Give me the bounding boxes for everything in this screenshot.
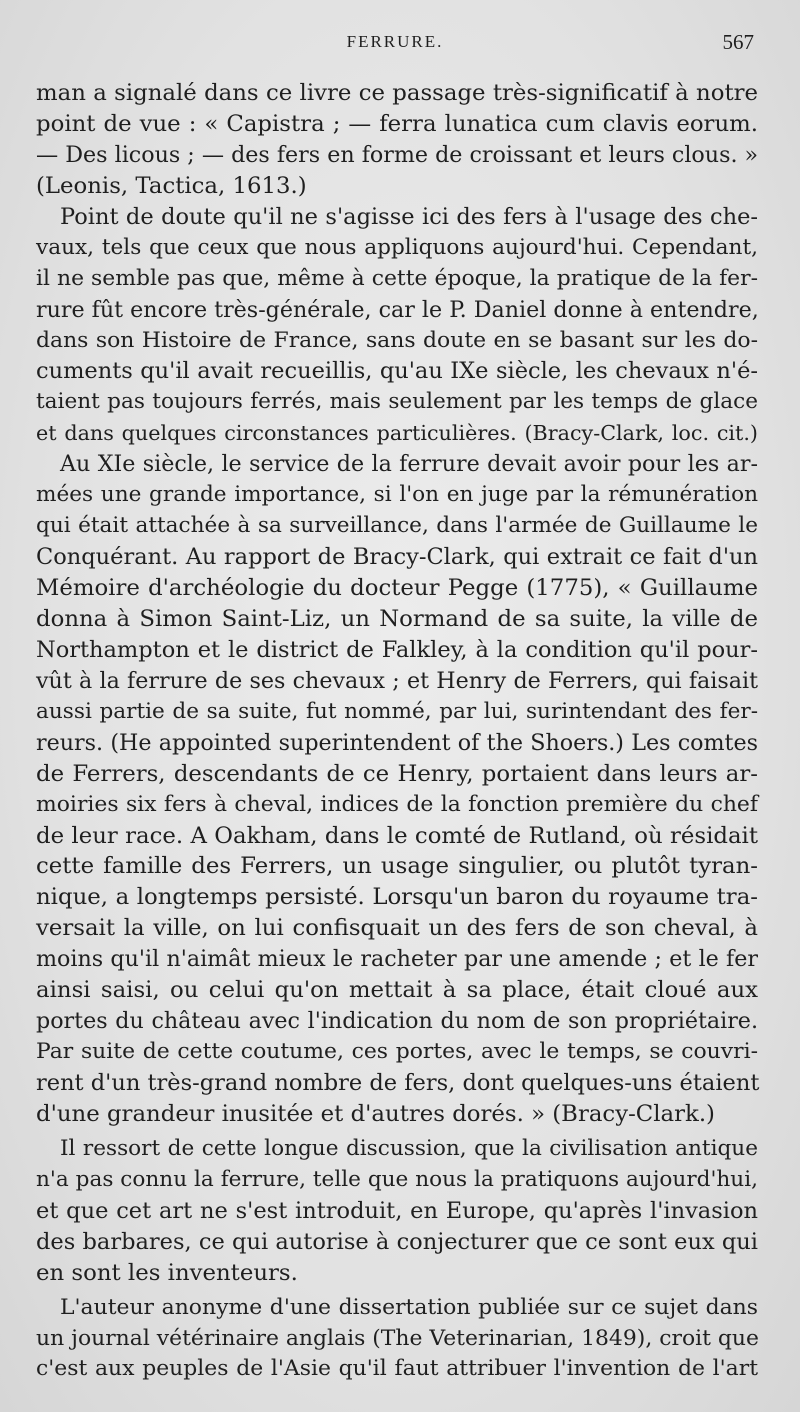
- text-line: Au XIe siècle, le service de la ferrure devait avoir pour les ar-: [60, 451, 758, 478]
- text-line: donna à Simon Saint-Liz, un Normand de sa suite, la ville de: [36, 605, 758, 632]
- text-line: Point de doute qu'il ne s'agisse ici des fers à l'usage des che-: [60, 203, 758, 230]
- text-line: rent d'un très-grand nombre de fers, dont quelques-uns étaient: [36, 1070, 760, 1096]
- text-line: cuments qu'il avait recueillis, qu'au IXe siècle, les chevaux n'é-: [36, 358, 758, 385]
- text-line: Par suite de cette coutume, ces portes, avec le temps, se couvri-: [36, 1039, 758, 1065]
- text-line: vût à la ferrure de ses chevaux ; et Henry de Ferrers, qui faisait: [36, 667, 758, 694]
- text-line: de leur race. A Oakham, dans le comté de Rutland, où résidait: [36, 822, 758, 849]
- text-line: vaux, tels que ceux que nous appliquons aujourd'hui. Cependant,: [36, 234, 758, 260]
- text-line: portes du château avec l'indication du nom de son propriétaire.: [36, 1008, 758, 1035]
- text-line: moiries six fers à cheval, indices de la fonction première du chef: [36, 791, 758, 817]
- text-line: moins qu'il n'aimât mieux le racheter par une amende ; et le fer: [36, 946, 758, 973]
- text-line: en sont les inventeurs.: [36, 1259, 298, 1286]
- body-text: [36, 78, 758, 1385]
- text-line: rure fût encore très-générale, car le P. Daniel donne à entendre,: [36, 296, 759, 323]
- text-line: et que cet art ne s'est introduit, en Europe, qu'après l'invasion: [36, 1197, 758, 1224]
- text-line: Mémoire d'archéologie du docteur Pegge (1775), « Guillaume: [36, 575, 758, 601]
- text-line: d'une grandeur inusitée et d'autres dorés. » (Bracy-Clark.): [36, 1100, 715, 1127]
- text-line: Northampton et le district de Falkley, à la condition qu'il pour-: [36, 636, 758, 663]
- text-line: point de vue : « Capistra ; — ferra lunatica cum clavis eorum.: [36, 110, 758, 137]
- text-line: man a signalé dans ce livre ce passage très-significatif à notre: [36, 80, 758, 106]
- text-line: — Des licous ; — des fers en forme de croissant et leurs clous. »: [36, 141, 759, 168]
- text-line: L'auteur anonyme d'une dissertation publiée sur ce sujet dans: [60, 1294, 758, 1320]
- text-line: nique, a longtemps persisté. Lorsqu'un baron du royaume tra-: [36, 884, 758, 911]
- text-line: ainsi saisi, ou celui qu'on mettait à sa place, était cloué aux: [36, 977, 758, 1004]
- text-line: cette famille des Ferrers, un usage singulier, ou plutôt tyran-: [36, 853, 758, 880]
- text-line: et dans quelques circonstances particulières. (Bracy-Clark, loc. cit.): [36, 421, 758, 446]
- text-line: reurs. (He appointed superintendent of the Shoers.) Les comtes: [36, 729, 758, 756]
- page-number: 567: [722, 30, 754, 54]
- running-title: FERRURE.: [346, 32, 444, 51]
- text-line: un journal vétérinaire anglais (The Veterinarian, 1849), croit que: [36, 1325, 759, 1351]
- text-line: dans son Histoire de France, sans doute en se basant sur les do-: [36, 327, 758, 353]
- text-line: versait la ville, on lui confisquait un des fers de son cheval, à: [36, 915, 758, 942]
- text-line: (Leonis, Tactica, 1613.): [36, 172, 307, 199]
- text-line: Conquérant. Au rapport de Bracy-Clark, qui extrait ce fait d'un: [36, 544, 758, 571]
- text-line: n'a pas connu la ferrure, telle que nous la pratiquons aujourd'hui,: [36, 1166, 758, 1192]
- text-line: des barbares, ce qui autorise à conjecturer que ce sont eux qui: [36, 1228, 758, 1255]
- text-line: taient pas toujours ferrés, mais seulement par les temps de glace: [36, 389, 758, 415]
- text-line: c'est aux peuples de l'Asie qu'il faut attribuer l'invention de l'art: [36, 1356, 758, 1382]
- text-line: qui était attachée à sa surveillance, dans l'armée de Guillaume le: [36, 513, 758, 539]
- text-line: Il ressort de cette longue discussion, que la civilisation antique: [60, 1135, 758, 1161]
- text-line: aussi partie de sa suite, fut nommé, par lui, surintendant des fer-: [36, 698, 758, 724]
- text-line: mées une grande importance, si l'on en juge par la rémunération: [36, 482, 758, 508]
- text-line: de Ferrers, descendants de ce Henry, portaient dans leurs ar-: [36, 760, 758, 787]
- running-head: [36, 32, 754, 58]
- text-line: il ne semble pas que, même à cette époque, la pratique de la fer-: [36, 265, 758, 291]
